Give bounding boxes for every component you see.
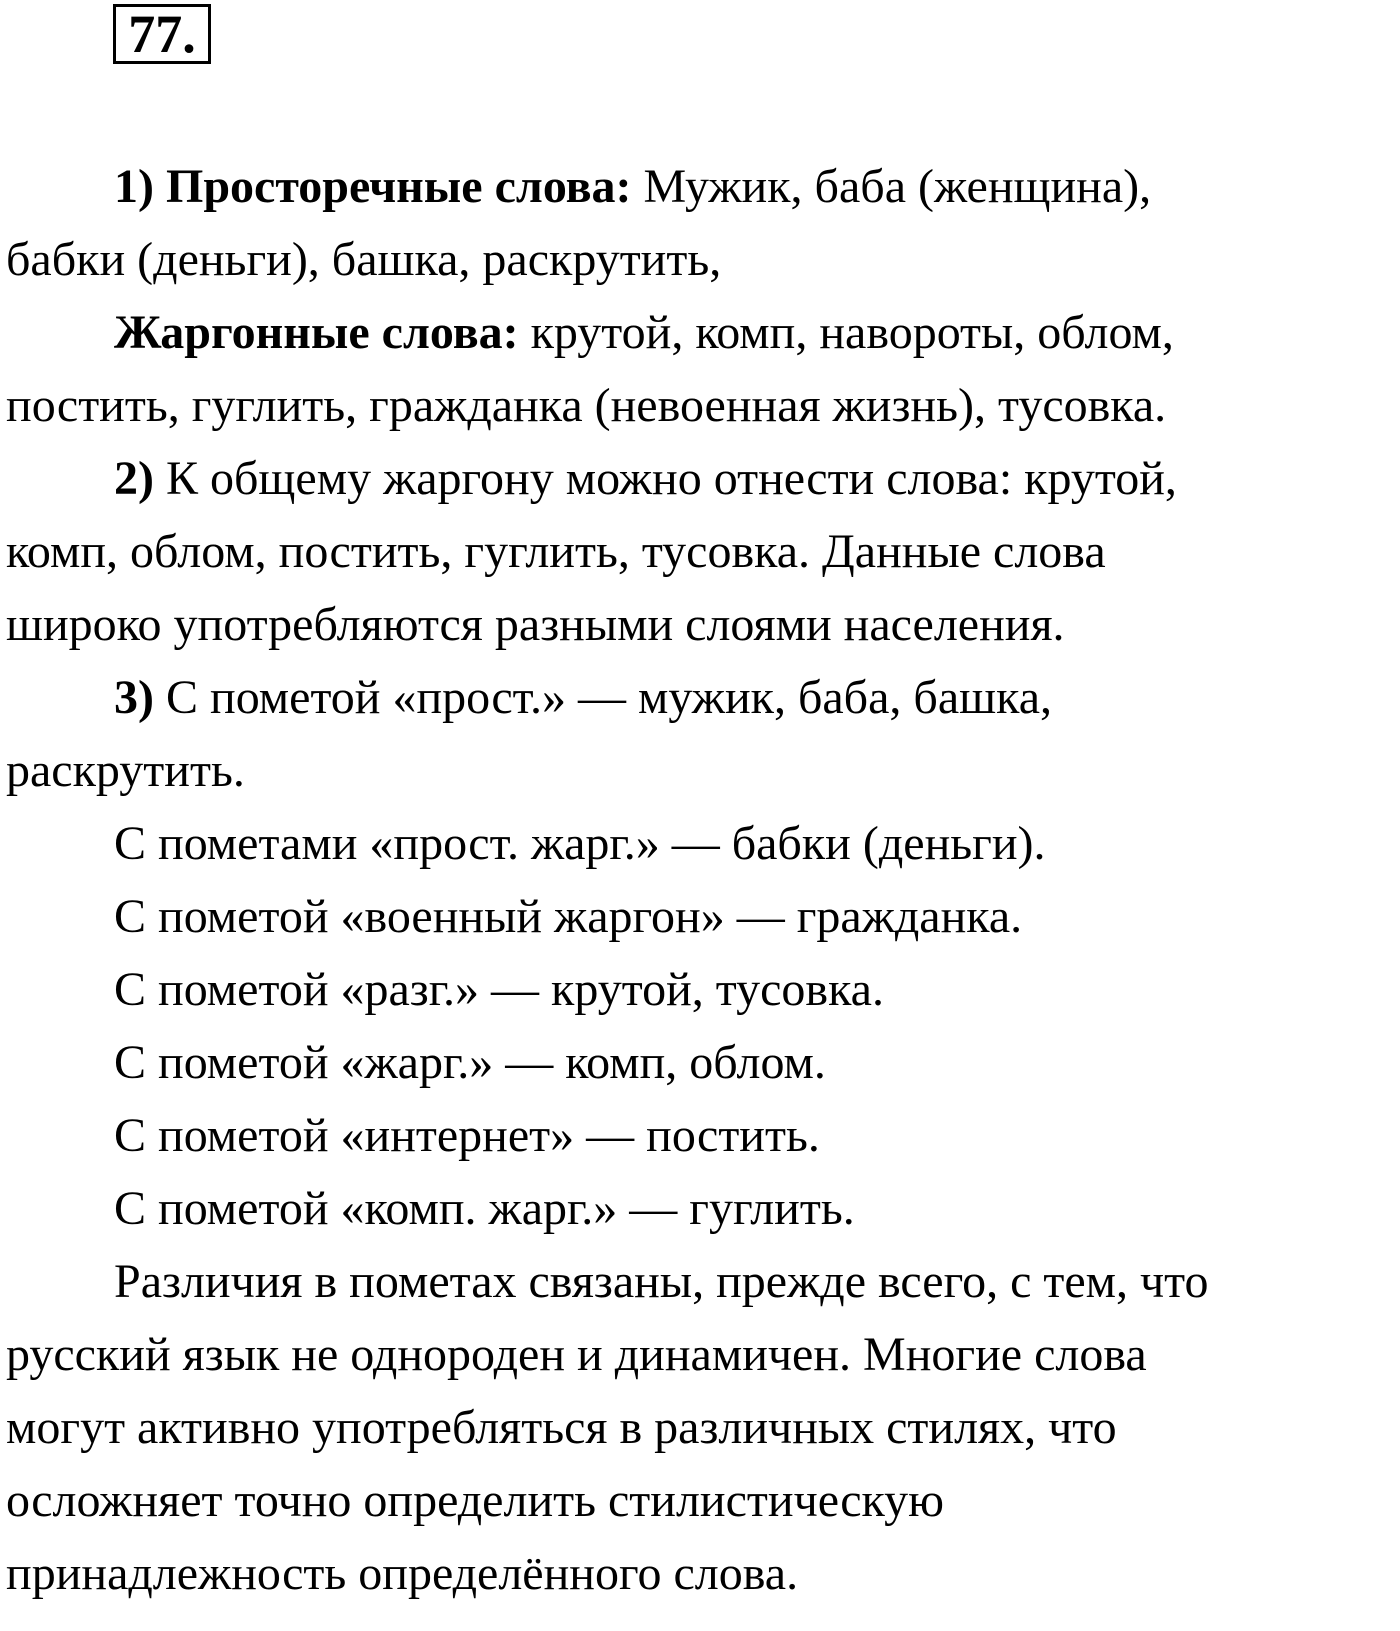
item-number: 2) [114, 452, 154, 505]
text-line [6, 369, 1400, 442]
line-text: постить, гуглить, гражданка (невоенная жизнь), тусовка. [6, 379, 1167, 432]
line-text: принадлежность определённого слова. [6, 1547, 799, 1600]
text-line [6, 150, 1400, 223]
text-line [6, 1537, 1400, 1610]
text-line [6, 1172, 1400, 1245]
text-line [6, 807, 1400, 880]
text-line [6, 734, 1400, 807]
line-text: бабки (деньги), башка, раскрутить, [6, 233, 722, 286]
line-text: могут активно употребляться в различных стилях, что [6, 1401, 1117, 1454]
line-text: С пометой «интернет» — постить. [114, 1109, 820, 1162]
line-text: комп, облом, постить, гуглить, тусовка. Данные слова [6, 525, 1106, 578]
text-line [6, 1318, 1400, 1391]
line-text: С пометой «прост.» — мужик, баба, башка, [153, 671, 1052, 724]
line-text: С пометой «жарг.» — комп, облом. [114, 1036, 826, 1089]
heading-colloquial: 1) Просторечные слова: [114, 160, 632, 213]
item-number: 3) [114, 671, 154, 724]
text-line [6, 1099, 1400, 1172]
text-line [6, 515, 1400, 588]
line-text: С пометой «комп. жарг.» — гуглить. [114, 1182, 855, 1235]
text-line [6, 1464, 1400, 1537]
text-line [6, 661, 1400, 734]
line-text: Мужик, баба (женщина), [631, 160, 1152, 213]
line-text: крутой, комп, навороты, облом, [518, 306, 1174, 359]
text-line [6, 588, 1400, 661]
text-line [6, 223, 1400, 296]
line-text: С пометами «прост. жарг.» — бабки (деньги). [114, 817, 1046, 870]
line-text: С пометой «разг.» — крутой, тусовка. [114, 963, 884, 1016]
text-line [6, 1026, 1400, 1099]
text-line [6, 1245, 1400, 1318]
text-line [6, 953, 1400, 1026]
text-line [6, 442, 1400, 515]
text-line [6, 296, 1400, 369]
exercise-number-box: 77. [113, 4, 211, 64]
line-text: русский язык не однороден и динамичен. Многие слова [6, 1328, 1147, 1381]
line-text: осложняет точно определить стилистическую [6, 1474, 945, 1527]
line-text: широко употребляются разными слоями населения. [6, 598, 1065, 651]
answer-text [6, 150, 1400, 1610]
text-line [6, 1391, 1400, 1464]
line-text: С пометой «военный жаргон» — гражданка. [114, 890, 1023, 943]
text-line [6, 880, 1400, 953]
heading-jargon: Жаргонные слова: [114, 306, 519, 359]
line-text: Различия в пометах связаны, прежде всего, с тем, что [114, 1255, 1209, 1308]
line-text: К общему жаргону можно отнести слова: крутой, [153, 452, 1177, 505]
line-text: раскрутить. [6, 744, 245, 797]
